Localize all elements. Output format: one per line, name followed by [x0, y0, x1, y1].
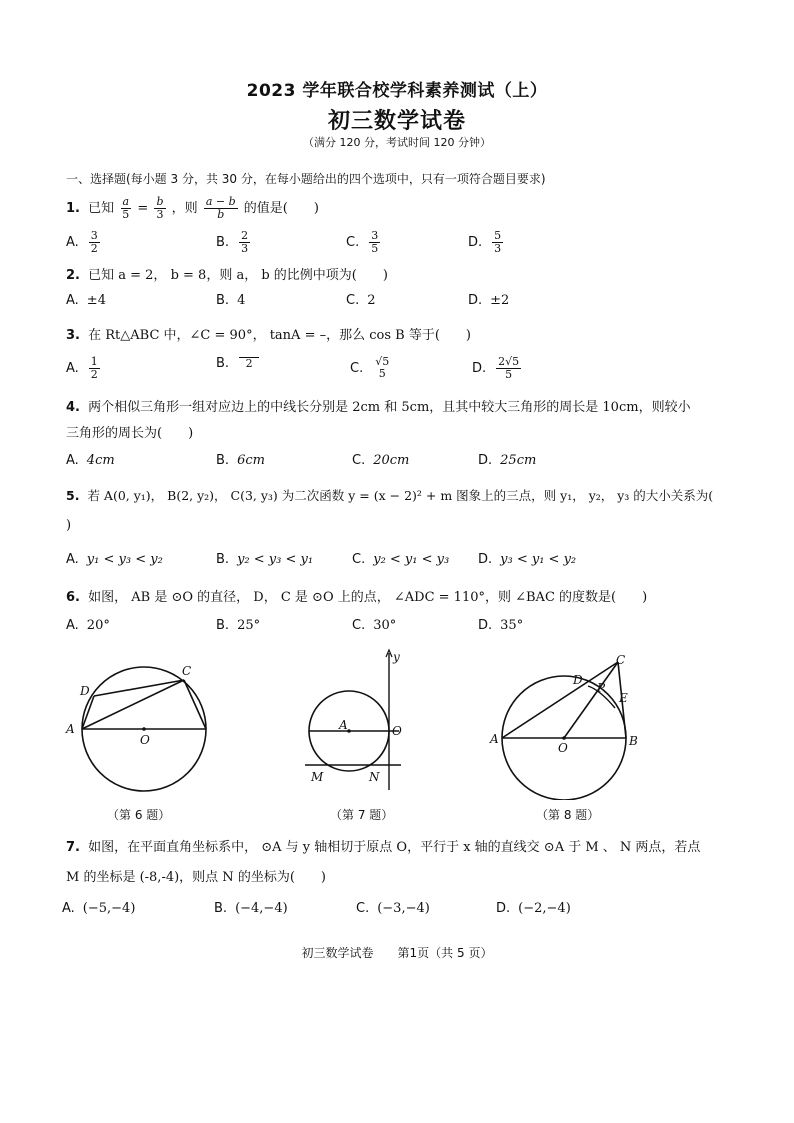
option-4c: C. 20cm	[352, 453, 410, 468]
exam-subject-title: 初三数学试卷	[327, 109, 466, 134]
equals-sign: =	[137, 201, 149, 216]
option-5b: B. y₂ < y₃ < y₁	[216, 552, 314, 567]
question-text: 若 A(0, y₁)， B(2, y₂)， C(3, y₃) 为二次函数 y = (x − 2)² + m 图象上的三点，则 y₁， y₂， y₃ 的大小关系为(	[87, 488, 714, 503]
label-c: C	[616, 653, 626, 667]
question-text: 如图， AB 是 ⊙O 的直径， D， C 是 ⊙O 上的点， ∠ADC = 110°，则 ∠BAC 的度数是( )	[88, 590, 648, 605]
option-3a: A. $\frac{1}{2}$	[66, 355, 98, 381]
option-5c: C. y₂ < y₁ < y₃	[352, 552, 450, 567]
option-2d: D. ±2	[468, 293, 510, 308]
option-7d: D. (−2,−4)	[496, 901, 571, 916]
question-number: 7.	[66, 840, 80, 855]
question-7-line2: M 的坐标是 (-8,-4)，则点 N 的坐标为( )	[66, 870, 326, 885]
question-number: 5.	[66, 488, 80, 503]
figure-6-caption: （第 6 题）	[107, 808, 171, 822]
label-c: C	[182, 664, 192, 678]
option-6d: D. 35°	[478, 618, 524, 633]
center-point-a	[347, 729, 351, 733]
label-d: D	[80, 684, 90, 698]
center-point-o	[562, 736, 566, 740]
section-heading: 一、选择题(每小题 3 分，共 30 分，在每小题给出的四个选项中，只有一项符合题目要求)	[66, 172, 546, 186]
question-text: 已知 a = 2， b = 8，则 a， b 的比例中项为( )	[88, 268, 388, 283]
question-6	[66, 586, 647, 605]
fraction-a-over-5: $\frac{a}{5}$	[122, 195, 130, 221]
fraction-b-over-3: $\frac{b}{3}$	[156, 195, 164, 221]
question-5	[66, 486, 713, 504]
question-1	[66, 196, 319, 221]
label-a: A	[66, 722, 75, 736]
question-text: 已知	[88, 201, 115, 216]
option-6c: C. 30°	[352, 618, 397, 633]
figure-7-diagram	[295, 645, 415, 795]
option-1c: C. $\frac{3}{5}$	[346, 229, 379, 255]
label-e: E	[619, 691, 628, 705]
question-number: 4.	[66, 400, 80, 415]
figure-6-diagram	[60, 660, 230, 800]
question-text: 两个相似三角形一组对应边上的中线长分别是 2cm 和 5cm，且其中较大三角形的周长是 10cm，则较小	[88, 400, 691, 415]
label-a: A	[490, 732, 499, 746]
question-text: 如图，在平面直角坐标系中， ⊙A 与 y 轴相切于原点 O，平行于 x 轴的直线交 ⊙A 于 M 、 N 两点，若点	[88, 840, 701, 855]
exam-score-time-note: （满分 120 分，考试时间 120 分钟）	[303, 136, 491, 149]
question-text: 在 Rt△ABC 中，∠C = 90°， tanA = –，那么 cos B 等于( )	[88, 328, 471, 343]
question-2	[66, 264, 388, 283]
figure-8-diagram	[488, 650, 648, 800]
option-1d: D. $\frac{5}{3}$	[468, 229, 502, 255]
option-4a: A. 4cm	[66, 453, 115, 468]
label-a: A	[339, 718, 348, 732]
label-d: D	[573, 673, 583, 687]
option-3c: C. √5 5	[350, 355, 390, 380]
line-ac	[502, 662, 618, 738]
option-1b: B. $\frac{2}{3}$	[216, 229, 249, 255]
question-5-line2: )	[66, 518, 72, 533]
option-6b: B. 25°	[216, 618, 261, 633]
question-text: 的值是( )	[243, 201, 319, 216]
figure-8-caption: （第 8 题）	[536, 808, 600, 822]
option-3b: B. 2	[216, 356, 261, 371]
label-o: O	[140, 733, 150, 747]
label-o: O	[392, 724, 402, 738]
option-2b: B. 4	[216, 293, 246, 308]
option-4b: B. 6cm	[216, 453, 265, 468]
question-4	[66, 396, 691, 415]
question-number: 6.	[66, 590, 80, 605]
label-y: y	[393, 650, 400, 664]
option-6a: A. 20°	[66, 618, 110, 633]
question-number: 3.	[66, 328, 80, 343]
option-7c: C. (−3,−4)	[356, 901, 430, 916]
option-5d: D. y₃ < y₁ < y₂	[478, 552, 577, 567]
chord-dc	[94, 680, 184, 696]
label-m: M	[311, 770, 324, 784]
question-text: ，则	[171, 201, 198, 216]
page-footer: 初三数学试卷 第1页（共 5 页）	[301, 946, 493, 960]
option-7a: A. (−5,−4)	[62, 901, 136, 916]
option-1a: A. $\frac{3}{2}$	[66, 229, 98, 255]
label-n: N	[369, 770, 380, 784]
option-7b: B. (−4,−4)	[214, 901, 288, 916]
option-2a: A. ±4	[66, 293, 106, 308]
fraction-a-minus-b-over-b: $\frac{a - b}{b}$	[205, 195, 236, 221]
label-o: O	[558, 741, 568, 755]
label-p: P	[597, 681, 606, 695]
option-3d: D. $\frac{2√5}{5}$	[472, 355, 520, 381]
option-4d: D. 25cm	[478, 453, 537, 468]
question-number: 1.	[66, 201, 80, 216]
chord-cb	[184, 680, 206, 729]
question-7	[66, 836, 700, 855]
figure-7-caption: （第 7 题）	[330, 808, 394, 822]
option-5a: A. y₁ < y₃ < y₂	[66, 552, 163, 567]
label-b: B	[629, 734, 638, 748]
option-2c: C. 2	[346, 293, 376, 308]
question-4-line2: 三角形的周长为( )	[66, 426, 194, 441]
question-3	[66, 324, 471, 343]
center-point-o	[142, 727, 146, 731]
question-number: 2.	[66, 268, 80, 283]
exam-header-title: 2023 学年联合校学科素养测试（上）	[246, 81, 548, 101]
